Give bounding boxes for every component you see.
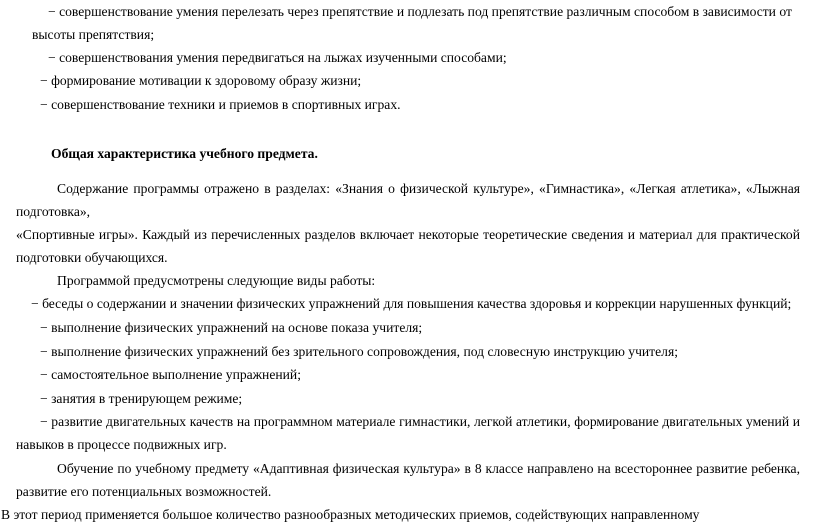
list-item-continuation: навыков в процессе подвижных игр. [16,437,227,452]
list-item: − совершенствование умения перелезать через препятствие и подлезать под препятствие различным способом в зависимости от [48,4,792,19]
list-item: − выполнение физических упражнений без зрительного сопровождения, под словесную инструкцию учителя; [40,344,678,359]
list-item: − формирование мотивации к здоровому образу жизни; [40,73,362,88]
list-item: − занятия в тренирующем режиме; [40,391,243,406]
paragraph-line: подготовки обучающихся. [16,250,168,265]
paragraph-line: Обучение по учебному предмету «Адаптивная физическая культура» в 8 классе направлено на всестороннее развитие ребенка, [57,461,800,476]
list-item: − самостоятельное выполнение упражнений; [40,367,301,382]
list-item: − развитие двигательных качеств на программном материале гимнастики, легкой атлетики, формирование двигательных умений и [40,414,800,429]
list-item-continuation: высоты препятствия; [32,27,155,42]
paragraph-line: подготовка», [16,204,91,219]
list-item: − беседы о содержании и значении физических упражнений для повышения качества здоровья и коррекции нарушенных функций; [31,296,792,311]
paragraph-line: В этот период применяется большое количество разнообразных методических приемов, содействующих направленному [1,507,700,522]
paragraph-line: развитие его потенциальных возможностей. [16,484,272,499]
list-item: − совершенствование техники и приемов в спортивных играх. [40,97,401,112]
section-heading: Общая характеристика учебного предмета. [51,146,318,161]
paragraph-line: Программой предусмотрены следующие виды работы: [57,273,376,288]
paragraph-line: Содержание программы отражено в разделах: «Знания о физической культуре», «Гимнастика», «Легкая атлетика», «Лыжная [57,181,800,196]
list-item: − выполнение физических упражнений на основе показа учителя; [40,320,423,335]
paragraph-line: «Спортивные игры». Каждый из перечисленных разделов включает некоторые теоретические сведения и материал для практической [16,227,800,242]
list-item: − совершенствования умения передвигаться на лыжах изученными способами; [48,50,507,65]
